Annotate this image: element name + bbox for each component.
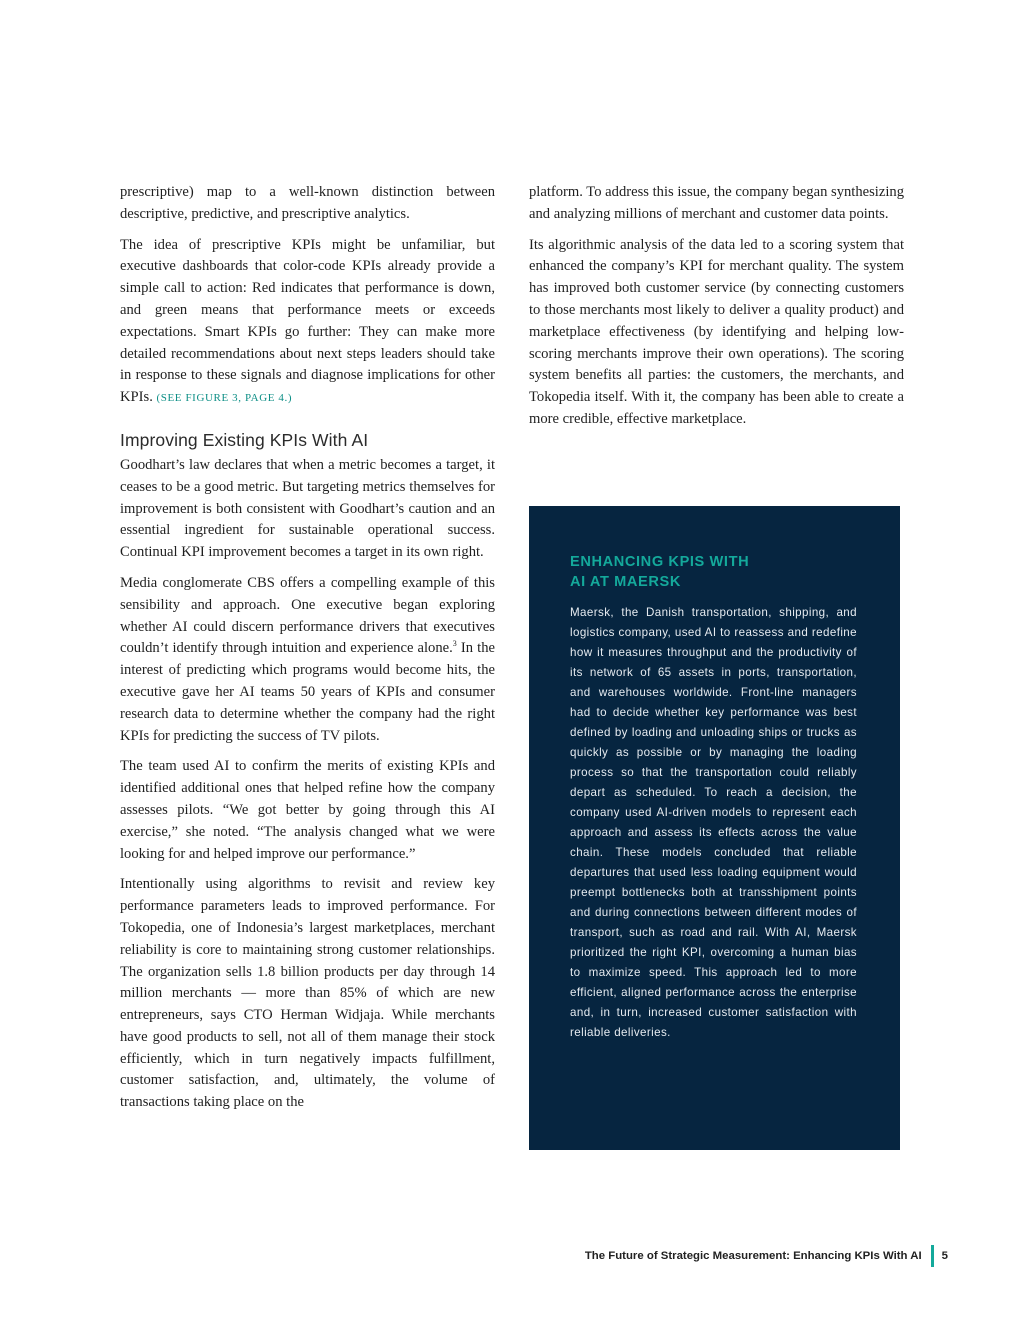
section-heading: Improving Existing KPIs With AI xyxy=(120,429,369,450)
paragraph: platform. To address this issue, the company began synthesizing and analyzing millions of merchant and customer data points. xyxy=(529,184,904,222)
paragraph xyxy=(120,235,495,410)
sidebar-title xyxy=(570,552,857,592)
paragraph-text: In the interest of predicting which programs would become hits, the executive gave her AI teams 50 years of KPIs and consumer research data to determine whether the company had the right KPIs for predicting the success of TV pilots. xyxy=(120,640,495,744)
paragraph-text: The idea of prescriptive KPIs might be unfamiliar, but executive dashboards that color-code KPIs already provide a simple call to action: Red indicates that performance is down, and green means that performance meets or exceeds expectations. Smart KPIs go further: They can make more detailed recommendations about next steps leaders should take in response to these signals and diagnose implications for other KPIs. xyxy=(120,236,495,406)
paragraph: prescriptive) map to a well-known distinction between descriptive, predictive, and prescriptive analytics. xyxy=(120,184,495,222)
right-column xyxy=(529,182,904,440)
paragraph: Its algorithmic analysis of the data led to a scoring system that enhanced the company’s KPI for merchant quality. The system has improved both customer service (by connecting customers to those merchants most likely to deliver a quality product) and marketplace effectiveness (by identifying and helping low-scoring merchants improve their own operations). The scoring system benefits all parties: the customers, the merchants, and Tokopedia itself. With it, the company has been able to create a more credible, effective marketplace. xyxy=(529,236,904,427)
sidebar-content xyxy=(570,552,857,1043)
page-number: 5 xyxy=(941,1250,948,1262)
sidebar-title-line: ENHANCING KPIS WITH xyxy=(570,554,750,570)
left-column xyxy=(120,182,495,1123)
paragraph: Intentionally using algorithms to revisit and review key performance parameters leads to improved performance. For Tokopedia, one of Indonesia’s largest marketplaces, merchant reliability is core to maintaining strong customer relationships. The organization sells 1.8 billion products per day through 14 million merchants — more than 85% of which are new entrepreneurs, says CTO Herman Widjaja. While merchants have good products to sell, not all of them manage their stock efficiently, which in turn negatively impacts fulfillment, customer satisfaction, and, ultimately, the volume of transactions taking place on the xyxy=(120,876,495,1111)
paragraph xyxy=(120,573,495,747)
footnote-marker[interactable]: 3 xyxy=(452,639,457,649)
footer-divider xyxy=(931,1245,934,1267)
page-footer xyxy=(585,1245,948,1267)
paragraph: Goodhart’s law declares that when a metric becomes a target, it ceases to be a good metric. But targeting metrics themselves for improvement is both consistent with Goodhart’s caution and an essential ingredient for sustainable operational success. Continual KPI improvement becomes a target in its own right. xyxy=(120,456,495,561)
maersk-sidebar-box xyxy=(529,506,900,1150)
paragraph: The team used AI to confirm the merits of existing KPIs and identified additional ones that helped refine how the company assesses pilots. “We got better by going through this AI exercise,” she noted. “The analysis changed what we were looking for and helped improve our performance.” xyxy=(120,758,495,862)
paragraph-text: Media conglomerate CBS offers a compelling example of this sensibility and approach. One executive began exploring whether AI could discern performance drivers that executives couldn’t identify through intuition and experience alone. xyxy=(120,574,495,657)
figure-reference-link[interactable]: (SEE FIGURE 3, PAGE 4.) xyxy=(156,392,293,405)
sidebar-title-line: AI AT MAERSK xyxy=(570,574,681,590)
sidebar-body: Maersk, the Danish transportation, shipping, and logistics company, used AI to reassess and redefine how it measures throughput and the productivity of its network of 65 assets in ports, transportation, and warehouses worldwide. Front-line managers had to decide whether key performance was best defined by loading and unloading ships or trucks as quickly as possible or by managing the loading process so that the transportation could reliably depart as scheduled. To reach a decision, the company used AI-driven models to represent each approach and assess its effects across the value chain. These models concluded that reliable departures that used less loading equipment would preempt bottlenecks both at transshipment points and during connections between different modes of transport, such as road and rail. With AI, Maersk prioritized the right KPI, overcoming a human bias to maximize speed. This approach led to more efficient, aligned performance across the enterprise and, in turn, increased customer satisfaction with reliable deliveries. xyxy=(570,606,857,1039)
footer-title: The Future of Strategic Measurement: Enhancing KPIs With AI xyxy=(584,1250,922,1262)
